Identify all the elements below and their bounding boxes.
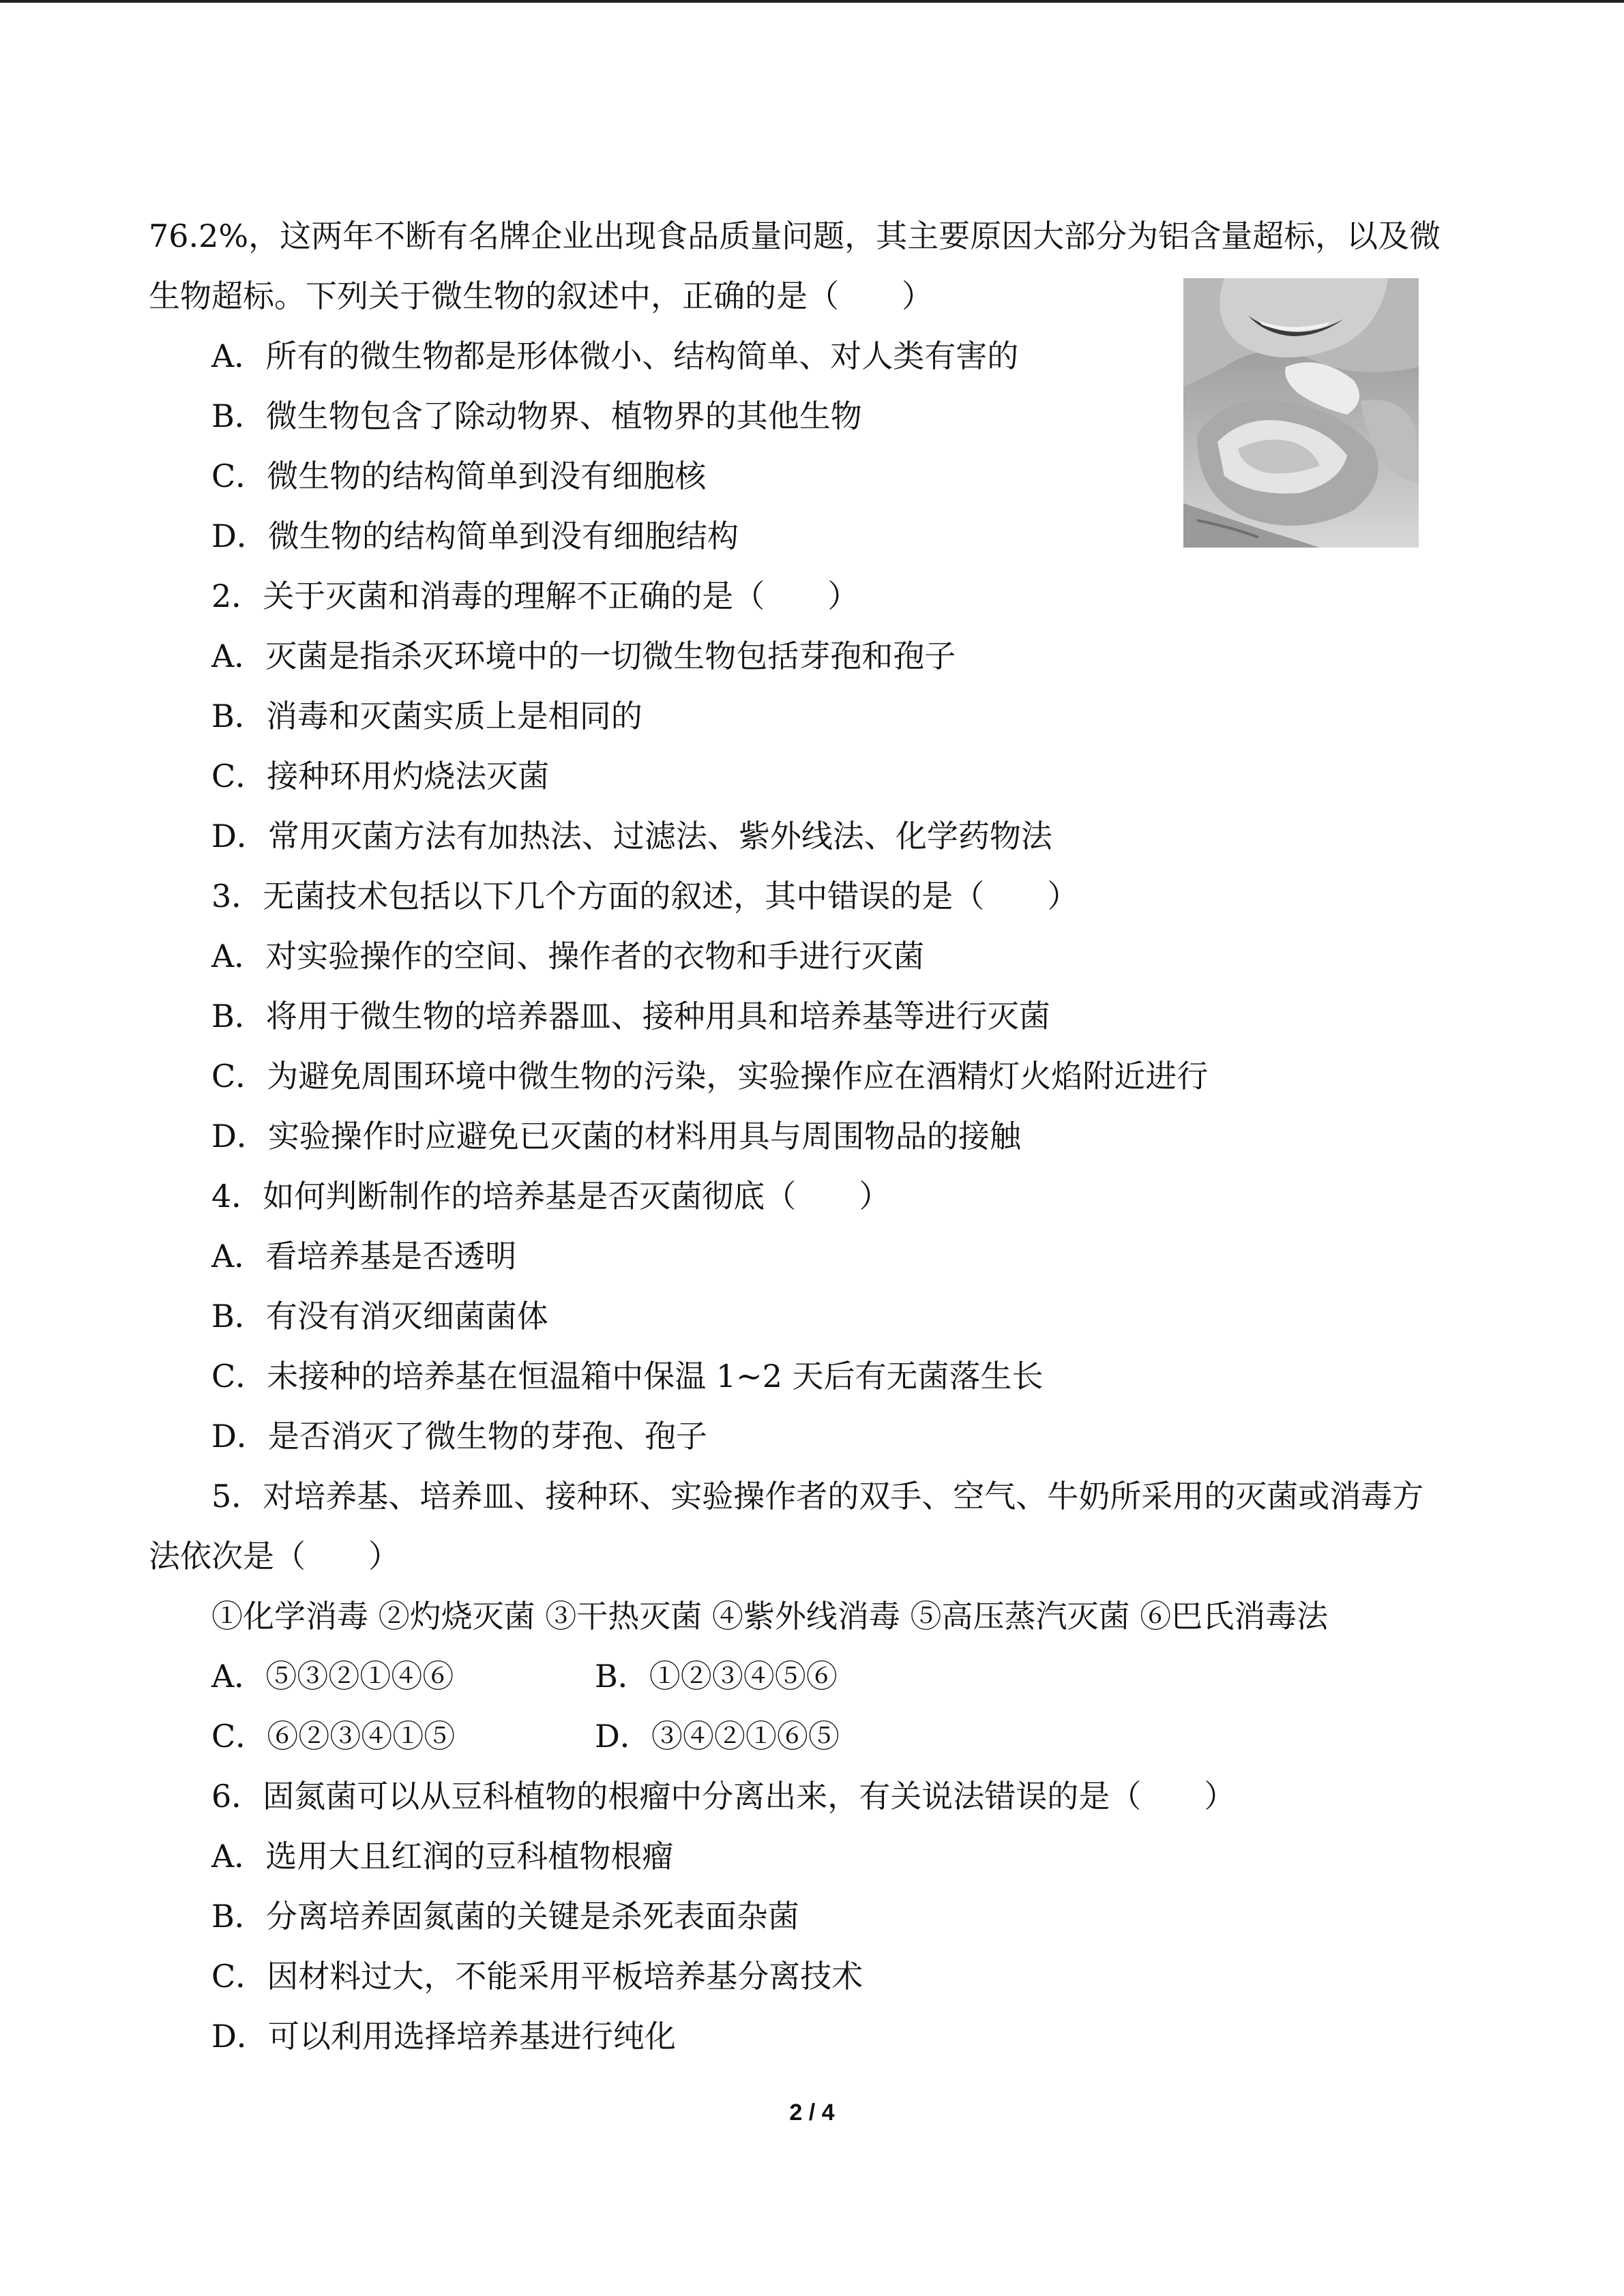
q6-option-b: B．分离培养固氮菌的关键是杀死表面杂菌 (211, 1898, 799, 1935)
q5-stem-line-2: 法依次是（ ） (149, 1538, 400, 1575)
q4-stem: 4．如何判断制作的培养基是否灭菌彻底（ ） (211, 1178, 891, 1214)
q1-option-a: A．所有的微生物都是形体微小、结构简单、对人类有害的 (211, 338, 1019, 374)
q2-option-b: B．消毒和灭菌实质上是相同的 (211, 698, 643, 734)
q5-methods-list: ①化学消毒 ②灼烧灭菌 ③干热灭菌 ④紫外线消毒 ⑤高压蒸汽灭菌 ⑥巴氏消毒法 (211, 1598, 1329, 1635)
q3-option-b: B．将用于微生物的培养器皿、接种用具和培养基等进行灭菌 (211, 998, 1050, 1034)
q1-option-c: C．微生物的结构简单到没有细胞核 (211, 458, 707, 494)
page-top-border (0, 0, 1624, 3)
eating-food-photo (1183, 278, 1419, 548)
q3-option-d: D．实验操作时应避免已灭菌的材料用具与周围物品的接触 (211, 1118, 1021, 1154)
q5-option-d: D．③④②①⑥⑤ (595, 1718, 840, 1755)
q3-option-c: C．为避免周围环境中微生物的污染，实验操作应在酒精灯火焰附近进行 (211, 1058, 1209, 1094)
q5-option-c: C．⑥②③④①⑤ (211, 1718, 456, 1755)
q1-option-b: B．微生物包含了除动物界、植物界的其他生物 (211, 398, 862, 434)
q2-option-a: A．灭菌是指杀灭环境中的一切微生物包括芽孢和孢子 (211, 638, 956, 674)
q2-option-c: C．接种环用灼烧法灭菌 (211, 758, 550, 794)
q4-option-d: D．是否消灭了微生物的芽孢、孢子 (211, 1418, 707, 1455)
q6-option-d: D．可以利用选择培养基进行纯化 (211, 2018, 676, 2055)
q4-option-a: A．看培养基是否透明 (211, 1238, 517, 1274)
q1-stem-line-2: 生物超标。下列关于微生物的叙述中，正确的是（ ） (149, 278, 933, 314)
q6-option-c: C．因材料过大，不能采用平板培养基分离技术 (211, 1958, 863, 1995)
q4-option-b: B．有没有消灭细菌菌体 (211, 1298, 548, 1335)
q3-option-a: A．对实验操作的空间、操作者的衣物和手进行灭菌 (211, 938, 925, 974)
q5-option-b: B．①②③④⑤⑥ (595, 1658, 838, 1695)
q4-option-c: C．未接种的培养基在恒温箱中保温 1~2 天后有无菌落生长 (211, 1358, 1044, 1395)
q1-stem-line-1: 76.2%，这两年不断有名牌企业出现食品质量问题，其主要原因大部分为铝含量超标，以及微 (149, 218, 1441, 254)
q1-option-d: D．微生物的结构简单到没有细胞结构 (211, 518, 739, 554)
q2-option-d: D．常用灭菌方法有加热法、过滤法、紫外线法、化学药物法 (211, 818, 1052, 854)
q6-option-a: A．选用大且红润的豆科植物根瘤 (211, 1838, 674, 1875)
q5-option-a: A．⑤③②①④⑥ (211, 1658, 454, 1695)
page-number: 2 / 4 (789, 2100, 835, 2126)
q3-stem: 3．无菌技术包括以下几个方面的叙述，其中错误的是（ ） (211, 878, 1079, 914)
q5-stem-line-1: 5．对培养基、培养皿、接种环、实验操作者的双手、空气、牛奶所采用的灭菌或消毒方 (211, 1478, 1424, 1515)
q6-stem: 6．固氮菌可以从豆科植物的根瘤中分离出来，有关说法错误的是（ ） (211, 1778, 1236, 1815)
q2-stem: 2．关于灭菌和消毒的理解不正确的是（ ） (211, 578, 859, 614)
